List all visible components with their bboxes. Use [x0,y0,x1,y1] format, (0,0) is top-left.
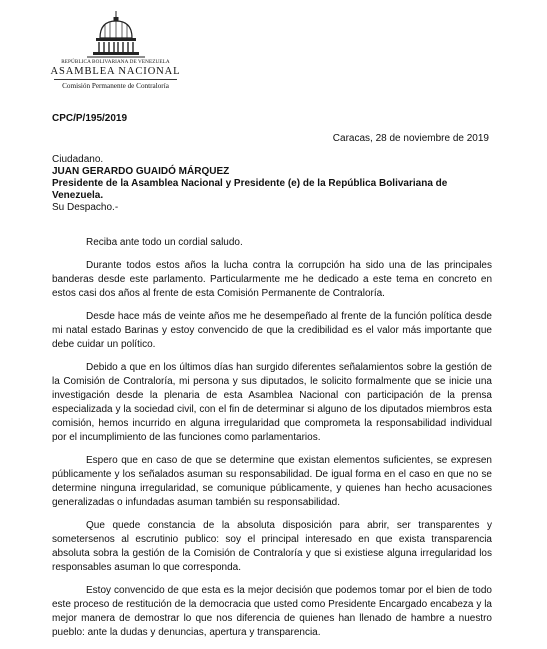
letterhead-assembly: ASAMBLEA NACIONAL [50,66,181,77]
paragraph: Debido a que en los últimos días han surgido diferentes señalamientos sobre la gestión de la Comisión de Contraloría, mi persona y sus diputados, le solicito formalmente que se inicie una investigación desde la plenaria de esta Asamblea Nacional con participación de la prensa especializada y la sociedad civil, con el fin de determinar si alguno de los diputados miembros esta comisión, hemos incurrido en alguna irregularidad que comprometa la responsabilidad individual por el incumplimiento de las funciones como parlamentarios. [52,362,492,443]
letter-date: Caracas, 28 de noviembre de 2019 [332,133,489,144]
recipient-salutation: Ciudadano. [52,154,104,165]
paragraph: Espero que en caso de que se determine que existan elementos suficientes, se expresen públicamente y los señalados asuman su responsabilidad. De igual forma en el caso en que no se determine ninguna irregularidad, se comunique públicamente, y quienes han hecho acusaciones generalizadas o infundadas asuman también su responsabilidad. [52,455,492,508]
recipient-office: Su Despacho.- [52,202,119,213]
letterhead-commission: Comisión Permanente de Contraloría [62,82,169,90]
paragraph: Estoy convencido de que esta es la mejor decisión que podemos tomar por el bien de todo este proceso de restitución de la democracia que usted como Presidente Encargado encabeza y la mejor manera de demostrar lo que nos diferencia de quienes han llenado de hambre a nuestro pueblo: ante la dudas y denuncias, apertura y transparencia. [52,585,492,638]
letterhead-republic: REPÚBLICA BOLIVARIANA DE VENEZUELA [61,59,170,65]
recipient-block [52,154,497,214]
letterhead [48,10,183,90]
reference-number: CPC/P/195/2019 [52,113,128,124]
recipient-title: Presidente de la Asamblea Nacional y Presidente (e) de la República Bolivariana de Venezuela. [52,178,448,201]
paragraph: Que quede constancia de la absoluta disposición para abrir, ser transparentes y sometersenos al escrutinio publico: soy el principal interesado en que exista transparencia absoluta sobra la gestión de la Comisión de Contraloría y que si existiese alguna irregularidad los responsables asuman lo que corresponda. [52,520,492,573]
paragraph: Reciba ante todo un cordial saludo. [86,237,243,248]
paragraph: Durante todos estos años la lucha contra la corrupción ha sido una de las principales banderas desde este parlamento. Particularmente me he dedicado a este tema en concreto en estos casi dos años al frente de esta Comisión Permanente de Contraloría. [52,260,492,299]
letter-body [52,236,492,649]
letterhead-divider [54,79,177,80]
paragraph: Desde hace más de veinte años me he desempeñado al frente de la función política desde mi natal estado Barinas y estoy convencido de que la credibilidad es el valor más importante que debe cuidar un político. [52,311,492,350]
recipient-name: JUAN GERARDO GUAIDÓ MÁRQUEZ [52,166,230,177]
capitol-dome-icon [83,10,149,58]
